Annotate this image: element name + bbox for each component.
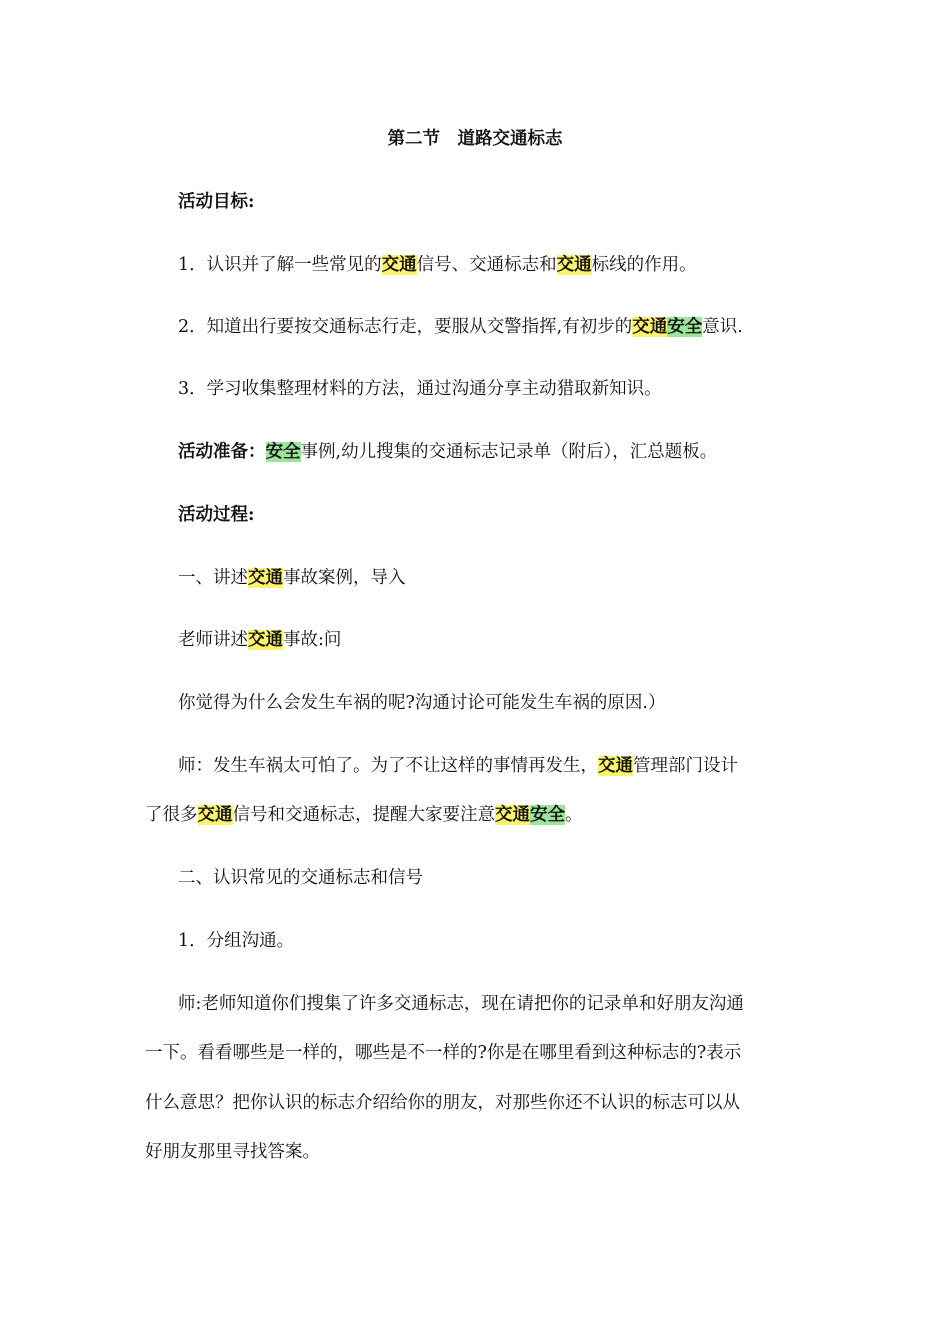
highlight-traffic: 交通: [197, 805, 233, 825]
highlight-safety: 安全: [265, 442, 301, 462]
highlight-traffic: 交通: [381, 255, 417, 275]
prep-text: 事例,幼儿搜集的交通标志记录单（附后），汇总题板。: [300, 442, 718, 462]
step1-paragraph-3-line-1: [178, 754, 838, 778]
goal-1-text-c: 标线的作用。: [591, 255, 697, 275]
step1-p3-e: 。: [565, 805, 583, 825]
step2-heading: 二、认识常见的交通标志和信号: [178, 868, 423, 888]
highlight-traffic: 交通: [495, 805, 530, 825]
goal-heading: 活动目标:: [178, 192, 255, 212]
step2-subheading-1: 1．分组沟通。: [178, 931, 295, 951]
step1-paragraph-1: [178, 628, 838, 652]
step2-paragraph-line-4: 好朋友那里寻找答案。: [145, 1142, 320, 1162]
goal-2-text-a: 2．知道出行要按交通标志行走，要服从交警指挥,有初步的: [178, 317, 633, 337]
goal-item-2: [178, 315, 838, 339]
step2-paragraph-line-3: 什么意思？把你认识的标志介绍给你的朋友，对那些你还不认识的标志可以从: [145, 1093, 740, 1113]
highlight-traffic: 交通: [248, 568, 283, 588]
step1-p1-b: 事故:问: [283, 630, 342, 650]
highlight-safety: 安全: [530, 805, 565, 825]
step1-p3-a: 师：发生车祸太可怕了。为了不让这样的事情再发生，: [178, 756, 598, 776]
process-heading: 活动过程:: [178, 505, 255, 525]
step1-heading-a: 一、讲述: [178, 568, 248, 588]
step2-paragraph-line-2: 一下。看看哪些是一样的，哪些是不一样的?你是在哪里看到这种标志的?表示: [145, 1043, 742, 1063]
prep-label: 活动准备：: [178, 442, 266, 462]
goal-item-3: 3．学习收集整理材料的方法，通过沟通分享主动猎取新知识。: [178, 379, 662, 399]
goal-2-text-c: 意识.: [702, 317, 743, 337]
highlight-traffic: 交通: [556, 255, 592, 275]
prep-paragraph: [178, 440, 838, 464]
highlight-traffic: 交通: [248, 630, 283, 650]
goal-1-text-a: 1．认识并了解一些常见的: [178, 255, 382, 275]
section-title: 第二节 道路交通标志: [387, 129, 563, 149]
step2-paragraph-line-1: 师:老师知道你们搜集了许多交通标志，现在请把你的记录单和好朋友沟通: [178, 994, 744, 1014]
step1-paragraph-3-line-2: [145, 803, 805, 827]
step1-p3-b: 管理部门设计: [633, 756, 738, 776]
step1-p3-c: 了很多: [145, 805, 198, 825]
highlight-traffic: 交通: [632, 317, 668, 337]
step1-p1-a: 老师讲述: [178, 630, 248, 650]
step1-p3-d: 信号和交通标志，提醒大家要注意: [232, 805, 495, 825]
step1-heading-b: 事故案例，导入: [283, 568, 406, 588]
goal-1-text-b: 信号、交通标志和: [416, 255, 557, 275]
step1-paragraph-2: 你觉得为什么会发生车祸的呢?沟通讨论可能发生车祸的原因.）: [178, 693, 666, 713]
step1-heading: [178, 566, 838, 590]
highlight-safety: 安全: [667, 317, 703, 337]
highlight-traffic: 交通: [598, 756, 633, 776]
goal-item-1: [178, 253, 838, 277]
